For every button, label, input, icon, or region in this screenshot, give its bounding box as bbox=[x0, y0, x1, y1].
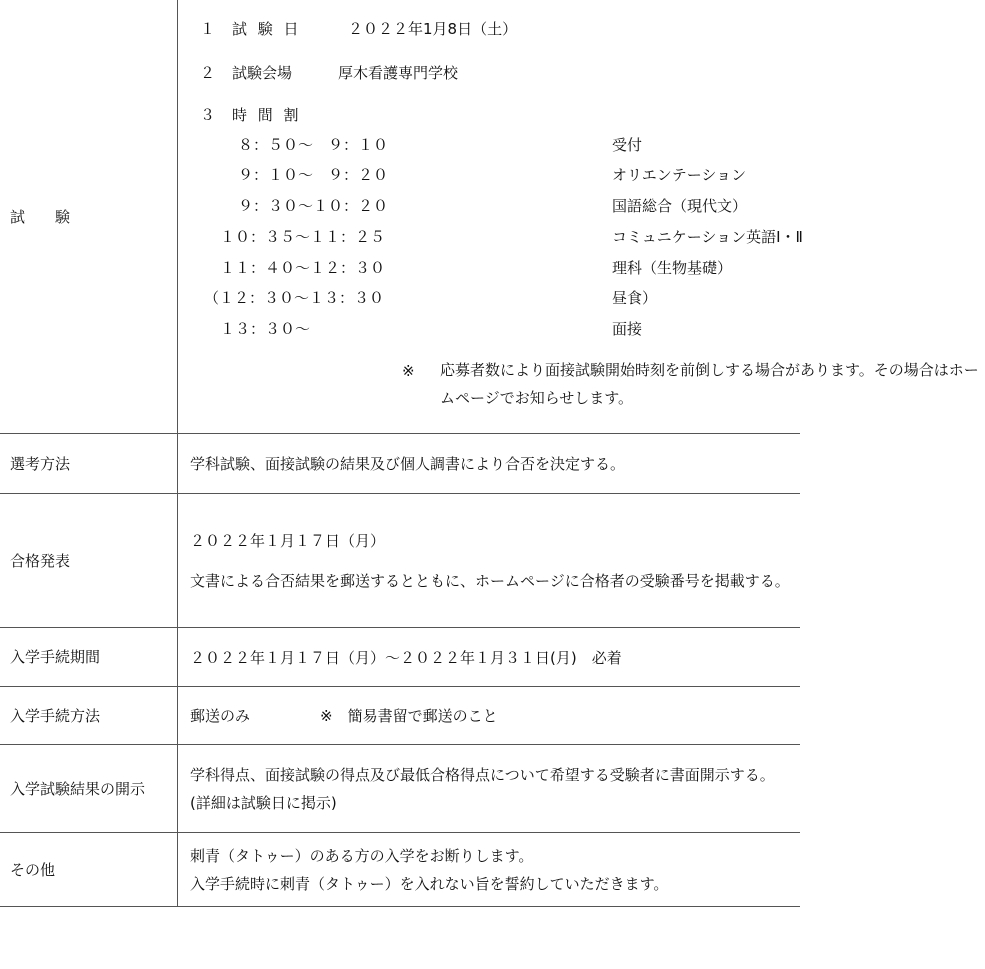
exam-date-title: 試 験 日 bbox=[232, 20, 302, 38]
exam-venue-value: 厚木看護専門学校 bbox=[338, 64, 459, 82]
other-details bbox=[178, 833, 801, 907]
schedule-item: 理科（生物基礎） bbox=[612, 259, 733, 277]
schedule-item: 国語総合（現代文） bbox=[612, 197, 748, 215]
table-row-period bbox=[0, 628, 800, 687]
schedule-item: オリエンテーション bbox=[612, 166, 747, 184]
schedule-time: ８：５０～ ９：１０ bbox=[238, 136, 389, 154]
schedule-time: ９：１０～ ９：２０ bbox=[238, 166, 389, 184]
table-row-selection bbox=[0, 434, 800, 494]
schedule-time: １０：３５～１１：２５ bbox=[220, 228, 386, 246]
note-mark: ※ bbox=[402, 362, 415, 380]
exam-date-num: １ bbox=[200, 20, 216, 38]
row-label-method: 入学手続方法 bbox=[0, 687, 178, 745]
period-text: ２０２２年１月１７日（月）～２０２２年１月３１日(月) 必着 bbox=[178, 628, 801, 687]
row-label-exam: 試 験 bbox=[0, 0, 178, 434]
table-row-other bbox=[0, 833, 800, 907]
schedule-time: １１：４０～１２：３０ bbox=[220, 259, 386, 277]
row-label-period: 入学手続期間 bbox=[0, 628, 178, 687]
disclosure-text: 学科得点、面接試験の得点及び最低合格得点について希望する受験者に書面開示する。(詳細は試験日に掲示) bbox=[190, 765, 775, 812]
exam-note: 応募者数により面接試験開始時刻を前倒しする場合があります。その場合はホームページでお知らせします。 bbox=[440, 361, 979, 407]
exam-venue-num: ２ bbox=[200, 64, 216, 82]
row-label-disclosure: 入学試験結果の開示 bbox=[0, 745, 178, 833]
schedule-item: 面接 bbox=[612, 320, 643, 338]
schedule-item: コミュニケーション英語Ⅰ・Ⅱ bbox=[612, 228, 803, 246]
table-row-pass bbox=[0, 494, 800, 628]
table-row-disclosure bbox=[0, 745, 800, 833]
exam-details bbox=[178, 0, 979, 434]
table-row-method bbox=[0, 687, 800, 745]
exam-venue-title: 試験会場 bbox=[232, 64, 293, 82]
schedule-time: （１２：３０～１３：３０ bbox=[204, 289, 385, 307]
schedule-time: ９：３０～１０：２０ bbox=[238, 197, 389, 215]
pass-text: 文書による合否結果を郵送するとともに、ホームページに合格者の受験番号を掲載する。 bbox=[190, 571, 790, 590]
other-line-1: 刺青（タトゥー）のある方の入学をお断りします。 bbox=[190, 846, 534, 865]
schedule-item: 昼食） bbox=[612, 289, 658, 307]
table-row-exam bbox=[0, 0, 800, 434]
row-label-selection: 選考方法 bbox=[0, 434, 178, 494]
schedule-item: 受付 bbox=[612, 136, 643, 154]
schedule-time: １３：３０～ bbox=[220, 320, 311, 338]
method-note: ※ 簡易書留で郵送のこと bbox=[320, 707, 498, 725]
exam-date-value: ２０２２年1月8日（土） bbox=[348, 20, 518, 38]
disclosure-details bbox=[178, 745, 801, 833]
method-details bbox=[178, 687, 801, 745]
other-line-2: 入学手続時に刺青（タトゥー）を入れない旨を誓約していただきます。 bbox=[190, 874, 669, 893]
row-label-pass: 合格発表 bbox=[0, 494, 178, 628]
exam-schedule-num: ３ bbox=[200, 106, 216, 124]
selection-text: 学科試験、面接試験の結果及び個人調書により合否を決定する。 bbox=[178, 434, 801, 494]
row-label-other: その他 bbox=[0, 833, 178, 907]
pass-date: ２０２２年１月１７日（月） bbox=[190, 531, 386, 550]
exam-schedule-title: 時 間 割 bbox=[232, 106, 302, 124]
pass-details bbox=[178, 494, 801, 628]
method-text: 郵送のみ bbox=[190, 707, 251, 725]
